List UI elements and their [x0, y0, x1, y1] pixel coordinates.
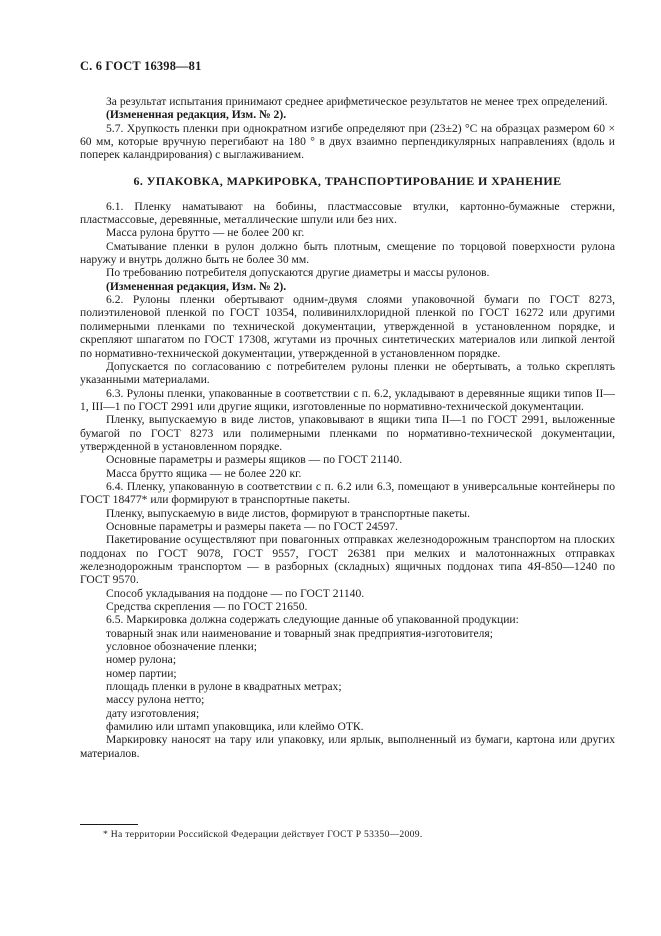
paragraph: Основные параметры и размеры пакета — по ГОСТ 24597. [106, 519, 398, 533]
list-item: товарный знак или наименование и товарный знак предприятия-изготовителя; [106, 626, 493, 640]
footnote: * На территории Российской Федерации действует ГОСТ Р 53350—2009. [103, 829, 423, 840]
footnote-divider [80, 824, 138, 825]
paragraph: Пакетирование осуществляют при повагонных отправках железнодорожным транспортом на плоских поддонах по ГОСТ 9078, ГОСТ 9557, ГОСТ 26381 при мелких и малотоннажных отправках железнодорожным транспортом — в разборных (складных) ящичных поддонах типа 4Я-850—1240 по ГОСТ 9570. [80, 533, 615, 587]
paragraph-6-3: 6.3. Рулоны пленки, упакованные в соответствии с п. 6.2, укладывают в деревянные ящики типов II—1, III—1 по ГОСТ 2991 или другие ящики, изготовленные по нормативно-технической документации. [80, 386, 615, 413]
list-item: номер рулона; [106, 653, 177, 667]
revision-note: (Измененная редакция, Изм. № 2). [106, 108, 287, 122]
paragraph: По требованию потребителя допускаются другие диаметры и массы рулонов. [106, 266, 490, 280]
paragraph: Сматывание пленки в рулон должно быть плотным, смещение по торцовой поверхности рулона наружу и внутрь должно быть не более 30 мм. [80, 239, 615, 267]
list-item: номер партии; [106, 666, 177, 680]
paragraph: Пленку, выпускаемую в виде листов, упаковывают в ящики типа II—1 по ГОСТ 2991, выложенные бумагой по ГОСТ 8273 или полимерными пленками по нормативно-технической документации, утвержденной в установленном порядке. [80, 413, 615, 453]
paragraph-6-1: 6.1. Пленку наматывают на бобины, пластмассовые втулки, картонно-бумажные стержни, пластмассовые, деревянные, металлические шпули или без них. [80, 199, 615, 227]
paragraph: Допускается по согласованию с потребителем рулоны пленки не обертывать, а только скреплять указанными материалами. [80, 359, 615, 387]
paragraph: За результат испытания принимают среднее арифметическое результатов не менее трех определений. [106, 95, 608, 108]
body-text [80, 95, 615, 760]
revision-note: (Измененная редакция, Изм. № 2). [106, 279, 287, 293]
paragraph-6-2: 6.2. Рулоны пленки обертывают одним-двумя слоями упаковочной бумаги по ГОСТ 8273, полиэтиленовой пленкой по ГОСТ 10354, поливинилхлоридной пленкой по ГОСТ 16272 или другими полимерными пленками по технической документации, утвержденной в установленном порядке, и скрепляют шпагатом по ГОСТ 17308, жгутами из прочных синтетических материалов или липкой лентой по нормативно-технической документации, утвержденной в установленном порядке. [80, 293, 615, 360]
paragraph: Маркировку наносят на тару или упаковку, или ярлык, выполненный из бумаги, картона или других материалов. [80, 733, 615, 760]
paragraph: Средства скрепления — по ГОСТ 21650. [106, 600, 308, 614]
paragraph: Пленку, выпускаемую в виде листов, формируют в транспортные пакеты. [106, 506, 470, 520]
paragraph-6-4: 6.4. Пленку, упакованную в соответствии с п. 6.2 или 6.3, помещают в универсальные контейнеры по ГОСТ 18477* или формируют в транспортные пакеты. [80, 479, 615, 507]
paragraph-5-7: 5.7. Хрупкость пленки при однократном изгибе определяют при (23±2) °С на образцах размером 60 × 60 мм, которые вручную перегибают на 180 ° в двух взаимно перпендикулярных направлениях (вдоль и поперек каландрирования) с выглаживанием. [80, 121, 615, 162]
list-item: дату изготовления; [106, 706, 200, 720]
paragraph: Масса рулона брутто — не более 200 кг. [106, 226, 305, 240]
list-item: условное обозначение пленки; [106, 640, 257, 654]
paragraph-6-5: 6.5. Маркировка должна содержать следующие данные об упакованной продукции: [106, 613, 519, 627]
list-item: фамилию или штамп упаковщика, или клеймо ОТК. [106, 720, 364, 734]
paragraph: Способ укладывания на поддоне — по ГОСТ 21140. [106, 586, 365, 600]
page-header: С. 6 ГОСТ 16398—81 [80, 59, 202, 73]
paragraph: Масса брутто ящика — не более 220 кг. [106, 466, 302, 480]
list-item: массу рулона нетто; [106, 693, 205, 707]
paragraph: Основные параметры и размеры ящиков — по ГОСТ 21140. [106, 453, 403, 467]
list-item: площадь пленки в рулоне в квадратных метрах; [106, 680, 342, 694]
section-title: 6. УПАКОВКА, МАРКИРОВКА, ТРАНСПОРТИРОВАНИЕ И ХРАНЕНИЕ [133, 173, 562, 188]
